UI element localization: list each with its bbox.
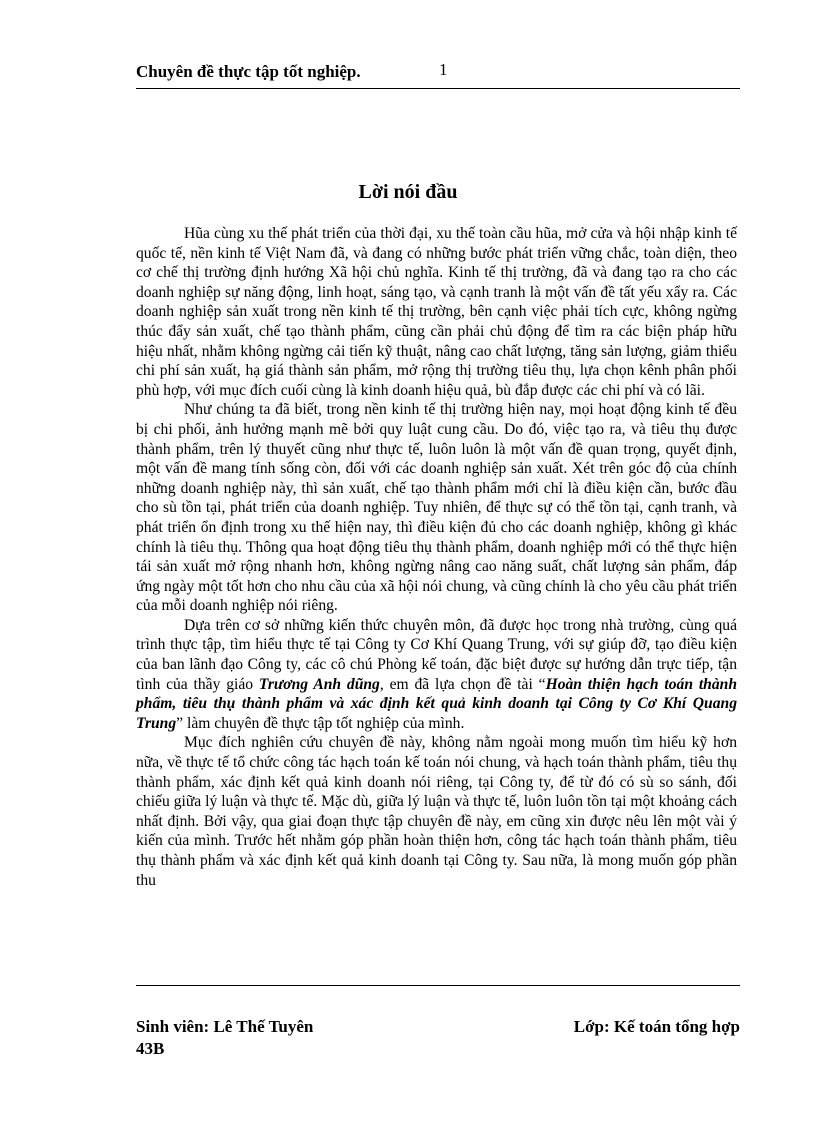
page-number: 1 xyxy=(439,60,448,79)
body-text xyxy=(136,224,737,890)
student-name: Sinh viên: Lê Thế Tuyên xyxy=(136,1017,314,1036)
paragraph-3-text-c: ” làm chuyên đề thực tập tốt nghiệp của mình. xyxy=(176,714,465,732)
paragraph-3-text-b: , em đã lựa chọn đề tài “ xyxy=(379,675,546,693)
page-header xyxy=(136,58,740,89)
paragraph-4: Mục đích nghiên cứu chuyên đề này, không nằm ngoài mong muốn tìm hiểu kỹ hơn nữa, về thực tế tổ chức công tác hạch toán kế toán nói chung, và hạch toán thành phẩm, tiêu thụ thành phẩm, xác định kết quả kinh doanh nói riêng, tại Công ty, để từ đó có sù so sánh, đối chiếu giữa lý luận và thực tế. Mặc dù, giữa lý luận và thực tế, luôn luôn tồn tại một khoảng cách nhất định. Bởi vậy, qua giai đoạn thực tập chuyên đề này, em cũng xin được nêu lên một vài ý kiến của mình. Trước hết nhằm góp phần hoàn thiện hơn, công tác hạch toán thành phẩm, tiêu thụ thành phẩm và xác định kết quả kinh doanh tại Công ty. Sau nữa, là mong muốn góp phần thu xyxy=(136,734,737,889)
header-title: Chuyên đề thực tập tốt nghiệp. xyxy=(136,62,361,81)
section-heading: Lời nói đầu xyxy=(358,181,458,203)
page-footer xyxy=(136,985,740,1060)
paragraph-3-text-a: Dựa trên cơ sở những kiến thức chuyên môn, đã được học trong nhà trường, cùng quá trình thực tập, tìm hiểu thực tế tại Công ty Cơ Khí Quang Trung, với sự giúp đỡ, tạo điều kiện của ban lãnh đạo Công ty, các cô chú Phòng kế toán, đặc biệt được sự hướng dẫn trực tiếp, tận tình của thầy giáo xyxy=(136,616,737,693)
paragraph-1: Hũa cùng xu thế phát triển của thời đại, xu thế toàn cầu hũa, mở cửa và hội nhập kinh tế quốc tế, nền kinh tế Việt Nam đã, và đang có những bước phát triển vững chắc, toàn diện, theo cơ chế thị trường định hướng Xã hội chủ nghĩa. Kinh tế thị trường, đã và đang tạo ra cho các doanh nghiệp sự năng động, linh hoạt, sáng tạo, và cạnh tranh là một vấn đề tất yếu xẩy ra. Các doanh nghiệp sản xuất trong nền kinh tế thị trường, bên cạnh việc phải tích cực, không ngừng thúc đẩy sản xuất, chế tạo thành phẩm, cũng cần phải chủ động để tìm ra các biện pháp hữu hiệu nhất, nhằm không ngừng cải tiến kỹ thuật, nâng cao chất lượng, tăng sản lượng, giảm thiểu chi phí sản xuất, hạ giá thành sản phẩm, mở rộng thị trường tiêu thụ, lựa chọn kênh phân phối phù hợp, với mục đích cuối cùng là kinh doanh hiệu quả, bù đắp được các chi phí và có lãi. xyxy=(136,225,737,399)
class-label: Lớp: Kế toán tổng hợp xyxy=(573,1017,740,1036)
teacher-name: Trương Anh dũng xyxy=(258,675,380,693)
paragraph-3 xyxy=(136,616,737,734)
paragraph-2: Như chúng ta đã biết, trong nền kinh tế thị trường hiện nay, mọi hoạt động kinh tế đều bị chi phối, ảnh hưởng mạnh mẽ bởi quy luật cung cầu. Do đó, việc tạo ra, và tiêu thụ được thành phẩm, trên lý thuyết cũng như thực tế, luôn luôn là một vấn đề quan trọng, quyết định, một vấn đề mang tính sống còn, đối với các doanh nghiệp sản xuất. Xét trên góc độ của chính những doanh nghiệp này, thì sản xuất, chế tạo thành phẩm mới chỉ là điều kiện cần, bước đầu cho sù tồn tại, phát triển của doanh nghiệp. Tuy nhiên, để thực sự có thể tồn tại, cạnh tranh, và phát triển ổn định trong xu thế hiện nay, thì điều kiện đủ cho các doanh nghiệp, không gì khác chính là tiêu thụ. Thông qua hoạt động tiêu thụ thành phẩm, doanh nghiệp mới có thể thực hiện tái sản xuất mở rộng nhanh hơn, không ngừng nâng cao năng suất, chất lượng sản phẩm, đáp ứng ngày một tốt hơn cho nhu cầu của xã hội nói chung, và cũng chính là cho yêu cầu phát triển của mỗi doanh nghiệp nói riêng. xyxy=(136,401,737,615)
thesis-topic: Hoàn thiện hạch toán thành phẩm, tiêu thụ thành phẩm và xác định kết quả kinh doanh tại Công ty Cơ Khí Quang Trung xyxy=(136,675,738,732)
class-code: 43B xyxy=(136,1039,165,1058)
